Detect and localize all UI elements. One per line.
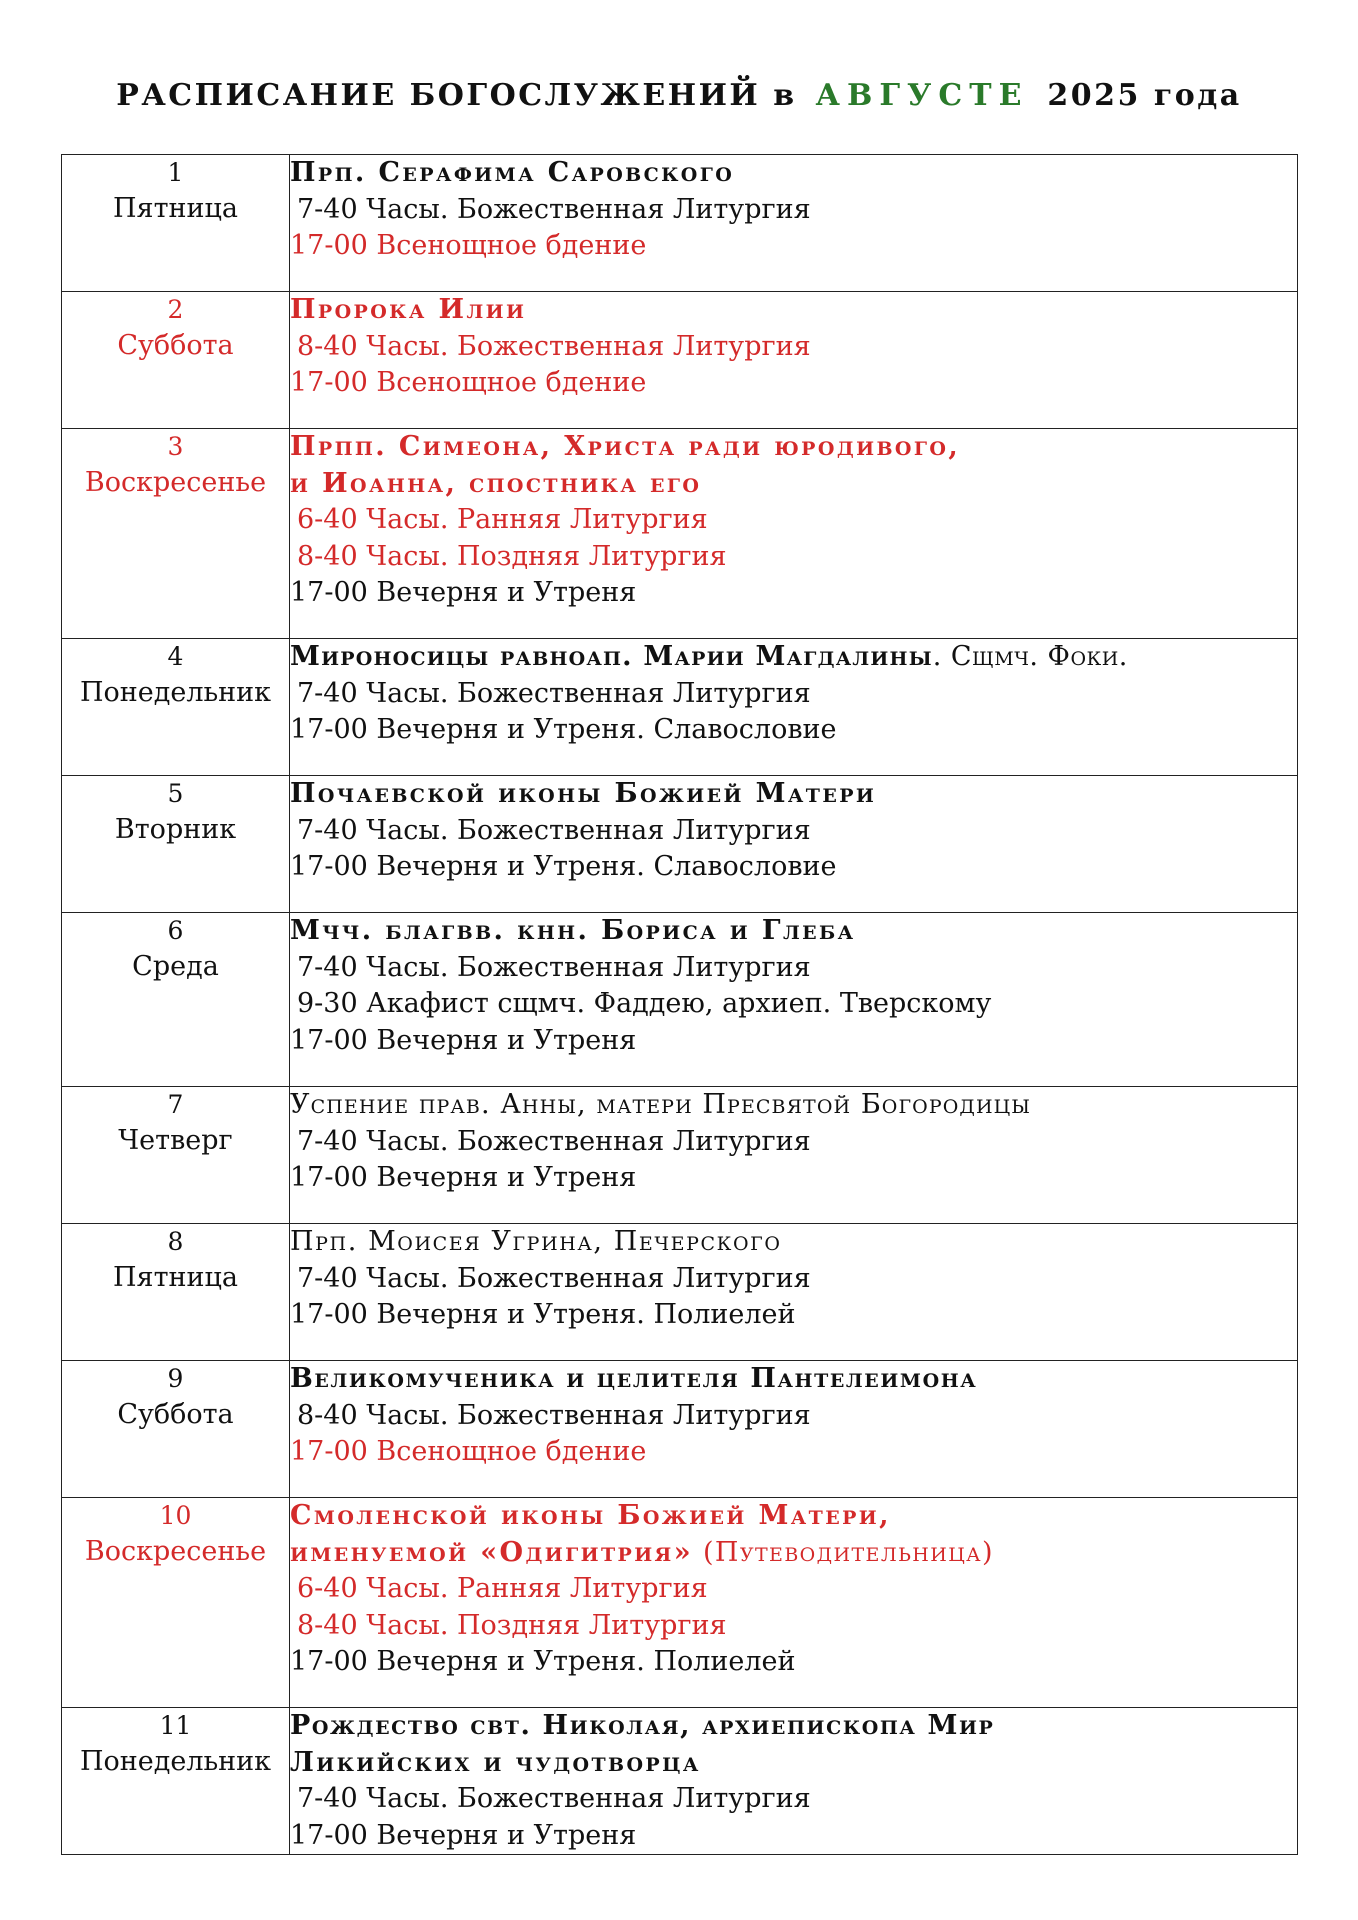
weekday: Пятница [113, 193, 238, 224]
service-line: 8-40 Часы. Поздняя Литургия [297, 540, 727, 572]
events-cell [290, 1708, 1298, 1855]
feast-paren: (Путеводительница) [692, 1536, 994, 1568]
weekday: Воскресенье [84, 467, 267, 498]
service-line: 17-00 Вечерня и Утреня [290, 577, 637, 608]
feast-title: Успение прав. Анны, матери Пресвятой Богородицы [290, 1089, 1032, 1120]
day-number: 3 [167, 432, 184, 461]
feast-main: Мироносицы равноап. Марии Магдалины [290, 641, 933, 672]
events-cell [290, 292, 1298, 429]
title-prefix: РАСПИСАНИЕ БОГОСЛУЖЕНИЙ в [116, 78, 797, 113]
feast-title: Почаевской иконы Божией Матери [290, 778, 877, 809]
day-row [62, 292, 1298, 429]
service-line: 17-00 Вечерня и Утреня [290, 1162, 637, 1193]
service-line: 9-30 Акафист сщмч. Фаддею, архиеп. Тверскому [297, 988, 992, 1019]
feast-title: Рождество свт. Николая, архиепископа Мир [290, 1710, 995, 1741]
service-line: 17-00 Вечерня и Утреня. Славословие [290, 851, 837, 882]
day-number: 5 [167, 779, 184, 808]
events-cell [290, 1498, 1298, 1708]
service-line: 8-40 Часы. Поздняя Литургия [297, 1609, 727, 1641]
feast-title-continued: Ликийских и чудотворца [290, 1746, 701, 1778]
day-cell [62, 1361, 290, 1498]
events-cell [290, 155, 1298, 292]
events-cell [290, 429, 1298, 639]
service-line: 17-00 Вечерня и Утреня. Славословие [290, 714, 837, 745]
day-row [62, 1224, 1298, 1361]
day-cell [62, 429, 290, 639]
events-cell [290, 1224, 1298, 1361]
day-row [62, 639, 1298, 776]
service-line: 7-40 Часы. Божественная Литургия [297, 1125, 811, 1157]
feast-title: Мчч. благвв. кнн. Бориса и Глеба [290, 915, 856, 946]
day-number: 6 [167, 916, 184, 945]
day-number: 7 [167, 1090, 184, 1119]
title-suffix: 2025 года [1047, 78, 1242, 113]
feast-main: именуемой «Одигитрия» [290, 1536, 693, 1568]
day-cell [62, 1224, 290, 1361]
feast-title: Прпп. Симеона, Христа ради юродивого, [290, 431, 961, 462]
schedule-table [61, 154, 1298, 1855]
feast-extra: . Сщмч. Фоки. [932, 641, 1128, 672]
feast-title [290, 639, 1297, 676]
service-line: 6-40 Часы. Ранняя Литургия [297, 504, 708, 535]
weekday: Пятница [113, 1262, 238, 1293]
service-line: 7-40 Часы. Божественная Литургия [297, 193, 811, 225]
weekday: Вторник [114, 814, 237, 845]
day-row [62, 913, 1298, 1087]
weekday: Суббота [117, 1399, 234, 1430]
day-number: 10 [159, 1501, 192, 1530]
service-line: 8-40 Часы. Божественная Литургия [297, 1399, 811, 1431]
day-number: 4 [167, 642, 184, 671]
service-line: 7-40 Часы. Божественная Литургия [297, 951, 811, 983]
feast-title: Прп. Серафима Саровского [290, 157, 735, 188]
service-line: 17-00 Вечерня и Утреня. Полиелей [290, 1646, 796, 1677]
events-cell [290, 1087, 1298, 1224]
feast-title: Пророка Илии [290, 294, 527, 325]
events-cell [290, 913, 1298, 1087]
day-row [62, 155, 1298, 292]
day-number: 8 [167, 1227, 184, 1256]
events-cell [290, 1361, 1298, 1498]
day-cell [62, 776, 290, 913]
service-line: 7-40 Часы. Божественная Литургия [297, 1262, 811, 1294]
feast-title: Прп. Моисея Угрина, Печерского [290, 1226, 782, 1257]
day-cell [62, 292, 290, 429]
service-line: 7-40 Часы. Божественная Литургия [297, 677, 811, 709]
day-row [62, 1361, 1298, 1498]
day-number: 9 [167, 1364, 184, 1393]
service-line: 17-00 Всенощное бдение [290, 230, 647, 261]
day-number: 1 [167, 158, 184, 187]
day-cell [62, 1498, 290, 1708]
feast-title: Смоленской иконы Божией Матери, [290, 1500, 891, 1531]
service-line: 7-40 Часы. Божественная Литургия [297, 1783, 811, 1814]
events-cell [290, 776, 1298, 913]
day-number: 11 [159, 1711, 192, 1740]
service-line: 6-40 Часы. Ранняя Литургия [297, 1573, 708, 1604]
service-line: 8-40 Часы. Божественная Литургия [297, 330, 811, 362]
day-cell [62, 1087, 290, 1224]
weekday: Суббота [117, 330, 234, 361]
service-line: 17-00 Вечерня и Утреня [290, 1024, 637, 1056]
feast-title: Великомученика и целителя Пантелеимона [290, 1363, 978, 1394]
service-line: 7-40 Часы. Божественная Литургия [297, 814, 811, 846]
day-number: 2 [167, 295, 184, 324]
day-row [62, 1087, 1298, 1224]
title-month: АВГУСТЕ [815, 78, 1029, 113]
service-line: 17-00 Всенощное бдение [290, 367, 647, 398]
page-title [0, 78, 1358, 113]
weekday: Понедельник [79, 677, 272, 708]
day-row [62, 1498, 1298, 1708]
day-cell [62, 913, 290, 1087]
service-line: 17-00 Всенощное бдение [290, 1436, 647, 1467]
service-line: 17-00 Вечерня и Утреня [290, 1819, 637, 1851]
events-cell [290, 639, 1298, 776]
day-row [62, 776, 1298, 913]
weekday: Понедельник [79, 1746, 272, 1777]
day-row [62, 429, 1298, 639]
feast-title-continued: и Иоанна, спостника его [290, 467, 702, 499]
day-row [62, 1708, 1298, 1855]
day-cell [62, 1708, 290, 1855]
weekday: Воскресенье [84, 1536, 267, 1567]
feast-title-continued [290, 1535, 1297, 1572]
day-cell [62, 639, 290, 776]
day-cell [62, 155, 290, 292]
service-line: 17-00 Вечерня и Утреня. Полиелей [290, 1299, 796, 1330]
weekday: Четверг [118, 1125, 233, 1156]
weekday: Среда [132, 951, 219, 982]
